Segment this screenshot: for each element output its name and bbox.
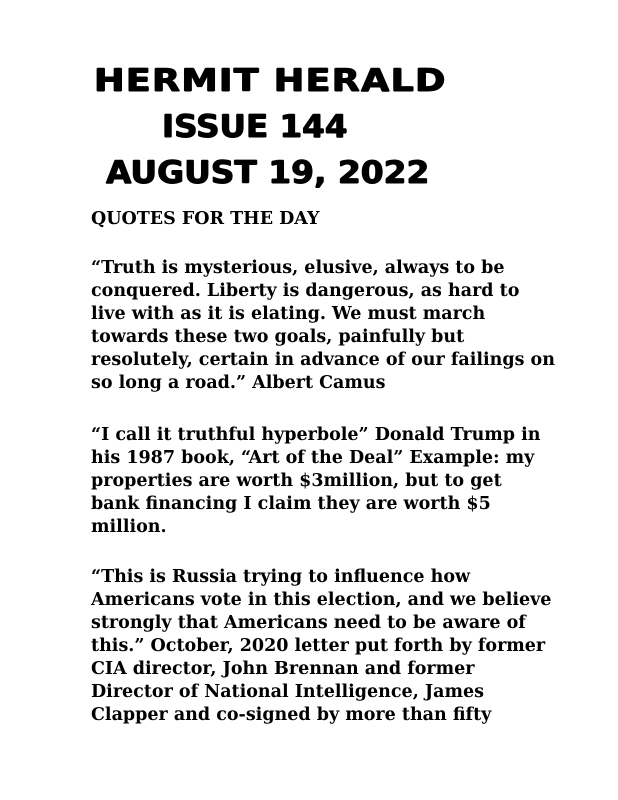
quote-line: Americans vote in this election, and we believe xyxy=(91,590,552,610)
quote-line: million. xyxy=(91,517,167,537)
quote-line: “Truth is mysterious, elusive, always to be xyxy=(91,258,505,278)
section-heading: QUOTES FOR THE DAY xyxy=(91,209,320,229)
quote-line: this.” October, 2020 letter put forth by former xyxy=(91,636,546,656)
quote-line: so long a road.” Albert Camus xyxy=(91,373,386,393)
quote-line: bank financing I claim they are worth $5 xyxy=(91,494,491,514)
quote-line: conquered. Liberty is dangerous, as hard to xyxy=(91,281,520,301)
quote-brennan-clapper xyxy=(91,566,552,727)
quote-line: live with as it is elating. We must march xyxy=(91,304,486,324)
quote-line: resolutely, certain in advance of our failings on xyxy=(91,350,555,370)
issue-number: ISSUE 144 xyxy=(162,109,348,145)
quote-line: his 1987 book, “Art of the Deal” Example: my xyxy=(91,448,535,468)
quote-line: CIA director, John Brennan and former xyxy=(91,659,475,679)
quote-line: “I call it truthful hyperbole” Donald Trump in xyxy=(91,425,541,445)
quote-line: towards these two goals, painfully but xyxy=(91,327,465,347)
quote-line: strongly that Americans need to be aware of xyxy=(91,613,526,633)
newsletter-title: HERMIT HERALD xyxy=(94,63,447,99)
quote-trump xyxy=(91,424,541,539)
issue-date: AUGUST 19, 2022 xyxy=(106,155,430,191)
quote-camus xyxy=(91,257,555,395)
quote-line: Director of National Intelligence, James xyxy=(91,682,484,702)
quote-line: Clapper and co-signed by more than fifty xyxy=(91,705,492,725)
quote-line: “This is Russia trying to influence how xyxy=(91,567,471,587)
quote-line: properties are worth $3million, but to get xyxy=(91,471,502,491)
